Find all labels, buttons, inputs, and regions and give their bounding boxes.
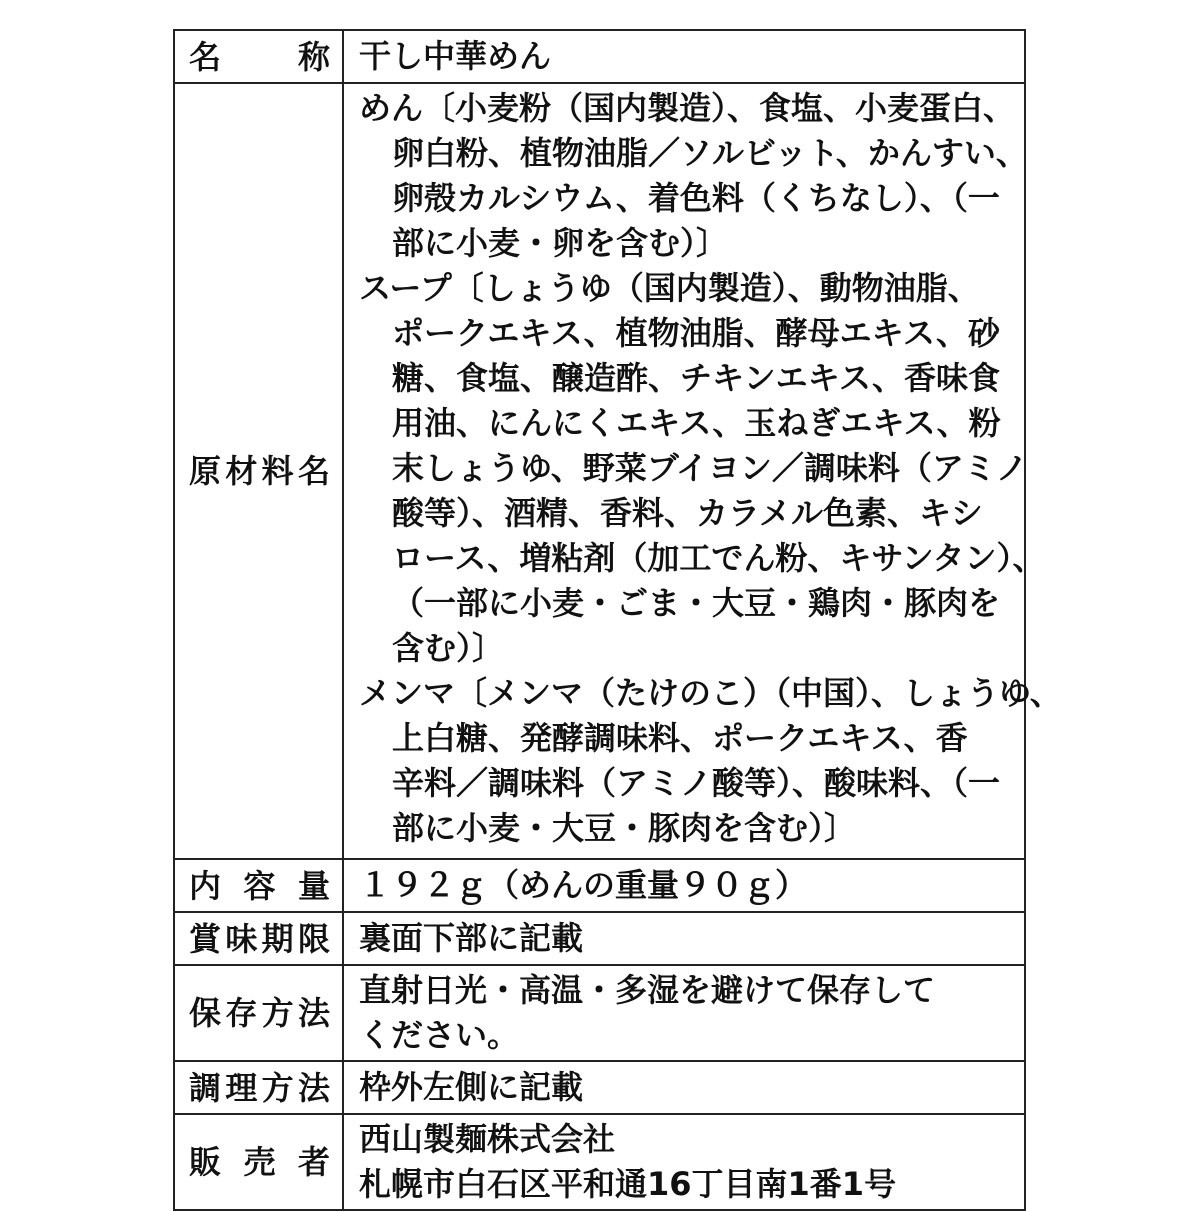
ingredients-line: 辛料／調味料（アミノ酸等）、酸味料、（一	[392, 764, 1001, 802]
ingredients-paragraph-menma	[359, 671, 1062, 851]
food-label-table	[173, 29, 1062, 1211]
row-storage	[174, 965, 1025, 1061]
ingredients-line: 部に小麦・大豆・豚肉を含む）〕	[392, 809, 857, 847]
row-ingredients	[174, 83, 1025, 859]
value-cell-storage	[343, 965, 1025, 1061]
ingredients-line: めん〔小麦粉（国内製造）、食塩、小麦蛋白、	[359, 89, 1016, 127]
ingredients-line: 含む）〕	[392, 629, 505, 667]
row-cooking	[174, 1061, 1025, 1114]
row-net-weight	[174, 859, 1025, 912]
ingredients-paragraph-noodle	[359, 86, 1028, 266]
ingredients-line: 酸等）、酒精、香料、カラメル色素、キシ	[392, 494, 983, 532]
row-best-before	[174, 912, 1025, 965]
ingredients-line: 卵白粉、植物油脂／ソルビット、かんすい、	[392, 134, 1028, 172]
row-seller	[174, 1114, 1025, 1210]
label-cell-storage	[174, 965, 343, 1061]
ingredients-paragraph-soup	[359, 266, 1045, 671]
label-cell-best-before	[174, 912, 343, 965]
value-cell-best-before	[343, 912, 1025, 965]
row-label-name: 名 称	[189, 37, 330, 76]
storage-line: ください。	[359, 1016, 520, 1054]
value-cell-cooking	[343, 1061, 1025, 1114]
ingredients-line: スープ〔しょうゆ（国内製造）、動物油脂、	[359, 269, 980, 307]
net-weight-value: １９２ｇ（めんの重量９０ｇ）	[359, 866, 808, 904]
ingredients-line: 上白糖、発酵調味料、ポークエキス、香	[392, 719, 968, 757]
row-label-ingredients: 原 材 料 名	[189, 452, 330, 490]
ingredients-line: ポークエキス、植物油脂、酵母エキス、砂	[392, 314, 1001, 352]
label-cell-ingredients	[174, 83, 343, 859]
value-cell-net-weight	[343, 859, 1025, 912]
ingredients-line: 末しょうゆ、野菜ブイヨン／調味料（アミノ	[392, 449, 1028, 487]
value-cell-name	[343, 30, 1025, 83]
ingredients-line: メンマ〔メンマ（たけのこ）（中国）、しょうゆ、	[359, 674, 1062, 712]
ingredients-line: ロース、増粘剤（加工でん粉、キサンタン）、	[392, 539, 1045, 577]
row-label-net-weight: 内 容 量	[189, 866, 330, 905]
ingredients-line: 用油、にんにくエキス、玉ねぎエキス、粉	[392, 404, 1001, 442]
best-before-value: 裏面下部に記載	[359, 919, 584, 957]
value-cell-ingredients	[343, 83, 1062, 859]
ingredients-line: 卵殻カルシウム、着色料（くちなし）、（一	[392, 179, 1000, 217]
product-name: 干し中華めん	[359, 37, 552, 75]
storage-line: 直射日光・高温・多湿を避けて保存して	[359, 971, 936, 1009]
label-cell-name	[174, 30, 343, 83]
row-label-cooking: 調 理 方 法	[189, 1068, 330, 1107]
cooking-value: 枠外左側に記載	[359, 1068, 584, 1106]
seller-address: 札幌市白石区平和通16丁目南1番1号	[359, 1165, 897, 1203]
row-label-seller: 販 売 者	[189, 1143, 330, 1181]
value-cell-seller	[343, 1114, 1025, 1210]
seller-company: 西山製麺株式会社	[359, 1120, 616, 1158]
row-label-storage: 保 存 方 法	[189, 994, 330, 1032]
ingredients-line: 部に小麦・卵を含む）〕	[392, 224, 729, 262]
label-cell-cooking	[174, 1061, 343, 1114]
ingredients-line: （一部に小麦・ごま・大豆・鶏肉・豚肉を	[392, 584, 1001, 622]
label-cell-seller	[174, 1114, 343, 1210]
ingredients-line: 糖、食塩、醸造酢、チキンエキス、香味食	[392, 359, 1001, 397]
row-name	[174, 30, 1025, 83]
row-label-best-before: 賞 味 期 限	[189, 919, 330, 958]
label-cell-net-weight	[174, 859, 343, 912]
